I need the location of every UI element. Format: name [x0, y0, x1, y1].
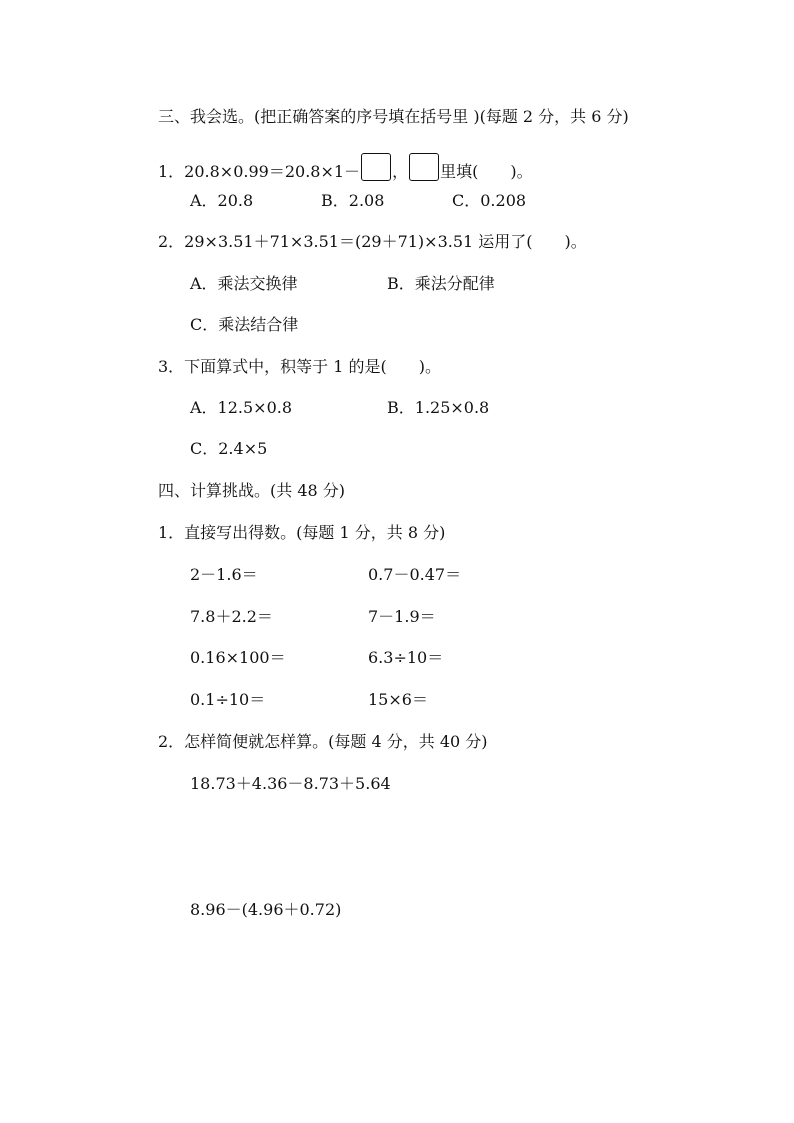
answer-box[interactable]: [409, 153, 439, 181]
oral-calc-item: 0.16×100＝: [190, 648, 286, 667]
question-1-stem: [158, 153, 533, 183]
oral-calc-item: 15×6＝: [368, 690, 428, 709]
oral-calc-item: 2－1.6＝: [190, 565, 258, 584]
oral-calc-item: 7－1.9＝: [368, 607, 436, 626]
answer-box[interactable]: [361, 153, 391, 181]
question-1-stem-part-b: ，: [392, 162, 409, 181]
q3-option-a: A．12.5×0.8: [190, 398, 293, 417]
q1-option-c: C．0.208: [452, 191, 527, 210]
q2-option-c: C．乘法结合律: [190, 315, 299, 334]
q3-option-b: B．1.25×0.8: [387, 398, 490, 417]
simplify-expression: 8.96－(4.96＋0.72): [190, 900, 342, 919]
q1-option-a: A．20.8: [190, 191, 254, 210]
question-1-stem-part-a: 1．20.8×0.99＝20.8×1－: [158, 162, 361, 181]
question-3-stem: 3．下面算式中，积等于 1 的是( )。: [158, 357, 442, 376]
q3-option-c: C．2.4×5: [190, 439, 268, 458]
oral-calc-item: 7.8＋2.2＝: [190, 607, 273, 626]
question-1-stem-part-c: 里填( )。: [440, 162, 533, 181]
oral-calc-item: 0.7－0.47＝: [368, 565, 462, 584]
section-4-heading: 四、计算挑战。(共 48 分): [158, 481, 346, 500]
simplify-expression: 18.73＋4.36－8.73＋5.64: [190, 774, 391, 793]
oral-calc-item: 6.3÷10＝: [368, 648, 444, 667]
part-1-title: 1．直接写出得数。(每题 1 分，共 8 分): [158, 523, 446, 542]
question-2-stem: 2．29×3.51＋71×3.51＝(29＋71)×3.51 运用了( )。: [158, 232, 587, 251]
q2-option-a: A．乘法交换律: [190, 274, 298, 293]
part-2-title: 2．怎样简便就怎样算。(每题 4 分，共 40 分): [158, 732, 488, 751]
q1-option-b: B．2.08: [321, 191, 385, 210]
q2-option-b: B．乘法分配律: [387, 274, 495, 293]
oral-calc-item: 0.1÷10＝: [190, 690, 266, 709]
section-3-heading: 三、我会选。(把正确答案的序号填在括号里 )(每题 2 分，共 6 分): [158, 107, 629, 126]
